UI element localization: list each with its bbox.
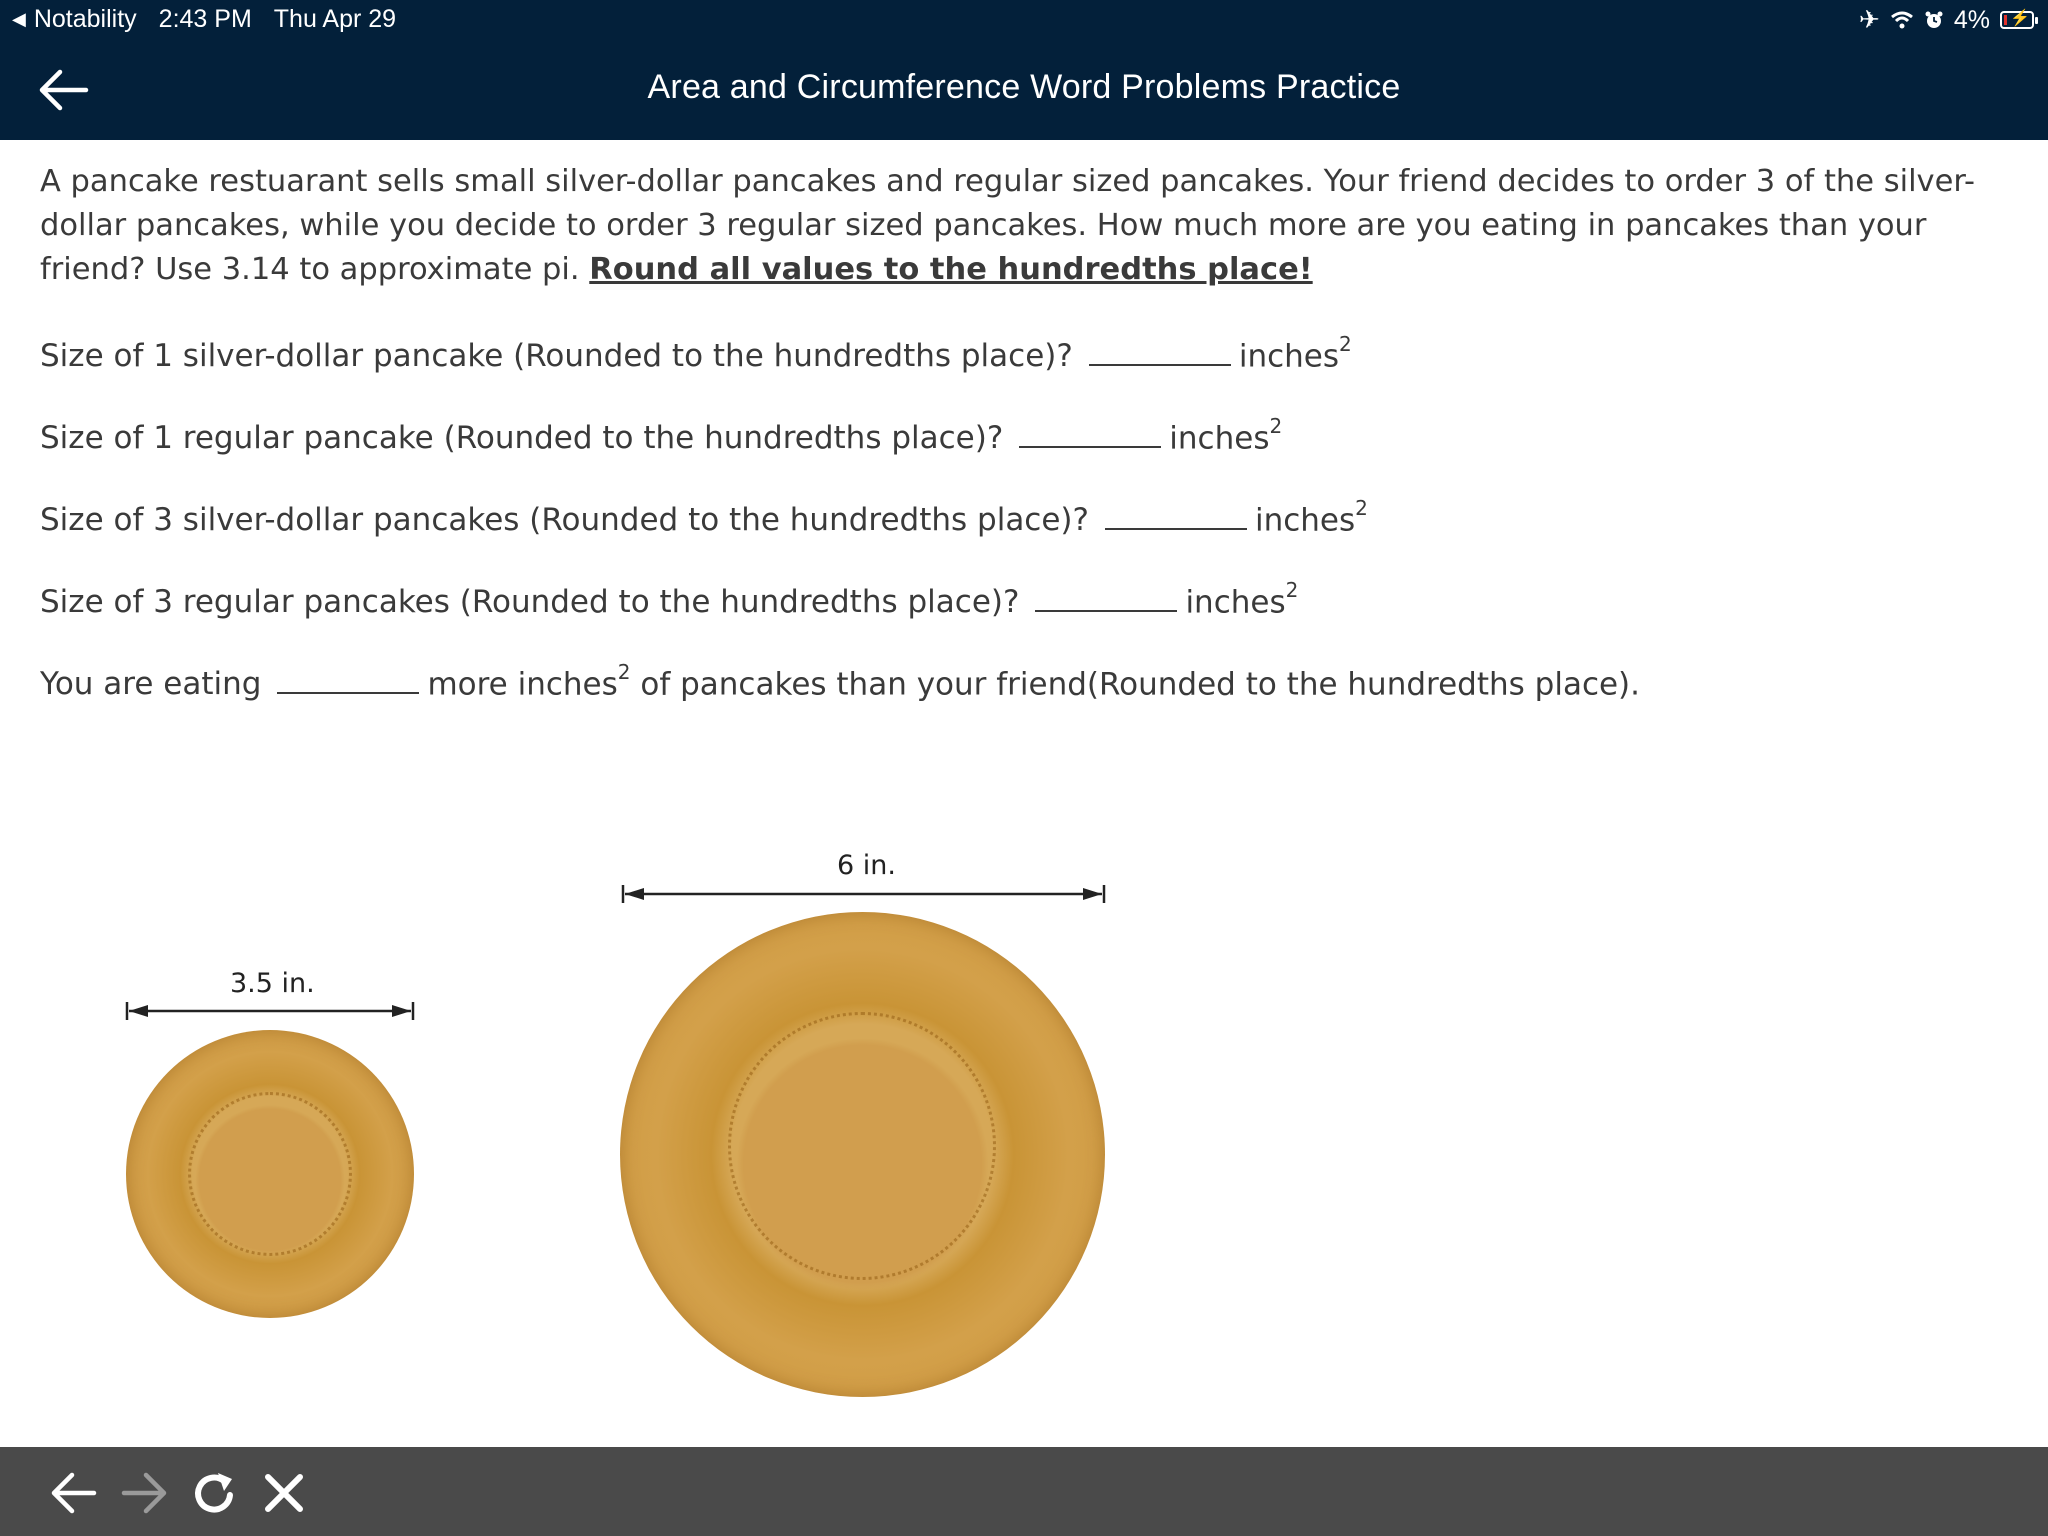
reload-icon — [186, 1465, 242, 1521]
small-diameter-label: 3.5 in. — [230, 968, 315, 999]
answer-2-input[interactable] — [1019, 416, 1161, 448]
close-button[interactable] — [256, 1465, 312, 1521]
status-right — [1859, 5, 2034, 35]
answer-4-input[interactable] — [1035, 580, 1177, 612]
large-dimension-arrow — [620, 881, 1107, 907]
problem-intro-text: A pancake restuarant sells small silver-dollar pancakes and regular sized pancakes. Your friend decides to order 3 of the silver-dollar pancakes, while you decide to order 3 regular sized pancakes. How much more are you eating in pancakes than your friend? Use 3.14 to approximate pi. — [40, 164, 1975, 287]
battery-percent: 4% — [1953, 5, 1990, 34]
forward-arrow-button[interactable] — [116, 1465, 172, 1521]
forward-arrow-icon — [116, 1465, 172, 1521]
close-icon — [256, 1465, 312, 1521]
status-left — [12, 5, 396, 34]
status-date: Thu Apr 29 — [273, 5, 397, 33]
question-4-prompt: Size of 3 regular pancakes (Rounded to the hundredths place)? — [40, 584, 1020, 620]
status-time: 2:43 PM — [158, 5, 252, 33]
question-2 — [40, 413, 1283, 456]
back-to-app-label[interactable]: Notability — [33, 5, 137, 33]
final-question-before: You are eating — [40, 666, 262, 702]
large-diameter-label: 6 in. — [837, 850, 896, 881]
back-triangle-icon[interactable]: ◀ — [12, 9, 26, 29]
wifi-icon — [1890, 10, 1914, 30]
question-1-unit: inches$^2$ — [1238, 331, 1352, 374]
answer-final-input[interactable] — [277, 662, 419, 694]
problem-intro — [40, 160, 2015, 292]
question-4 — [40, 577, 1299, 620]
reload-button[interactable] — [186, 1465, 242, 1521]
question-1-prompt: Size of 1 silver-dollar pancake (Rounded to the hundredths place)? — [40, 338, 1073, 374]
page-title: Area and Circumference Word Problems Practice — [647, 68, 1401, 106]
question-3 — [40, 495, 1368, 538]
rounding-emphasis: Round all values to the hundredths place! — [589, 252, 1313, 287]
final-question-unit: more inches$^2$ of pancakes than your friend(Rounded to the hundredths place). — [427, 659, 1641, 702]
large-pancake-image — [620, 912, 1105, 1397]
question-4-unit: inches$^2$ — [1185, 577, 1299, 620]
question-final — [40, 659, 1641, 702]
question-2-unit: inches$^2$ — [1169, 413, 1283, 456]
question-2-prompt: Size of 1 regular pancake (Rounded to the hundredths place)? — [40, 420, 1004, 456]
question-3-unit: inches$^2$ — [1254, 495, 1368, 538]
battery-icon: ⚡ — [2000, 11, 2034, 29]
nav-bar — [0, 40, 2048, 140]
airplane-icon: ✈ — [1858, 6, 1880, 34]
problem-content — [40, 160, 2015, 292]
answer-1-input[interactable] — [1089, 334, 1231, 366]
question-3-prompt: Size of 3 silver-dollar pancakes (Rounded to the hundredths place)? — [40, 502, 1089, 538]
answer-3-input[interactable] — [1105, 498, 1247, 530]
alarm-icon — [1924, 10, 1944, 30]
status-bar — [0, 0, 2048, 40]
small-pancake-image — [126, 1030, 414, 1318]
small-dimension-arrow — [124, 998, 416, 1024]
back-arrow-button[interactable] — [46, 1465, 102, 1521]
back-arrow-icon — [46, 1465, 102, 1521]
question-1 — [40, 331, 1352, 374]
bottom-toolbar — [0, 1447, 2048, 1536]
